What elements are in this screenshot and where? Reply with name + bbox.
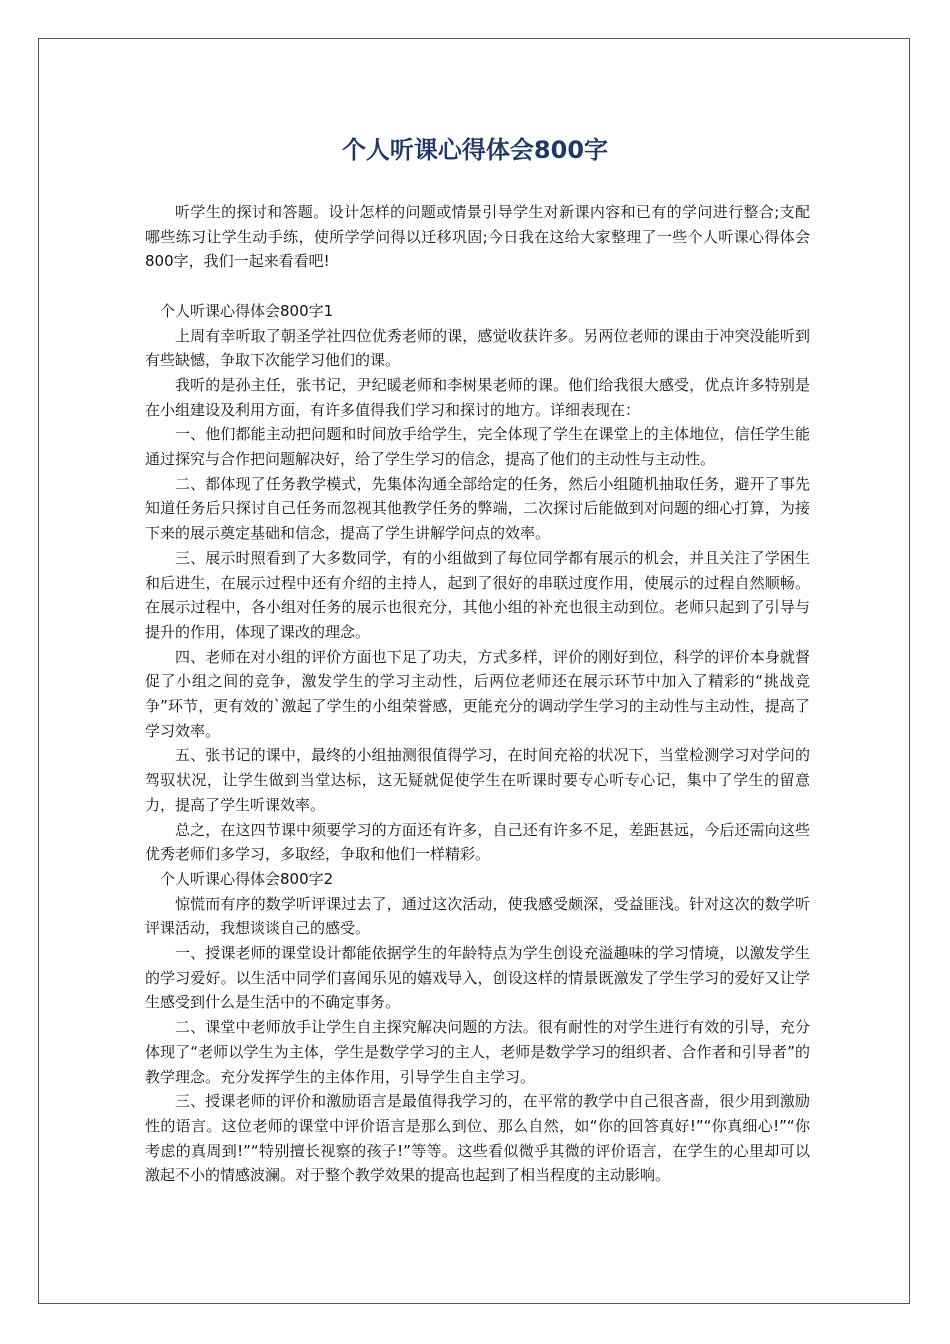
section-2-paragraph: 二、课堂中老师放手让学生自主探究解决问题的方法。很有耐性的对学生进行有效的引导，充分体现了“老师以学生为主体，学生是数学学习的主人，老师是数学学习的组织者、合作者和引导者”的教学理念。充分发挥学生的主体作用，引导学生自主学习。 <box>145 1018 810 1086</box>
section-1-paragraph: 上周有幸听取了朝圣学社四位优秀老师的课，感觉收获许多。另两位老师的课由于冲突没能听到有些缺憾，争取下次能学习他们的课。 <box>145 326 810 370</box>
section-2-paragraph: 三、授课老师的评价和激励语言是最值得我学习的，在平常的教学中自己很吝啬，很少用到激励性的语言。这位老师的课堂中评价语言是那么到位、那么自然，如“你的回答真好!”“你真细心!”“你考虑的真周到!”“特别擅长视察的孩子!”等等。这些看似微乎其微的评价语言，在学生的心里却可以激起不小的情感波澜。对于整个教学效果的提高也起到了相当程度的主动影响。 <box>145 1092 810 1185</box>
section-1-paragraph: 五、张书记的课中，最终的小组抽测很值得学习，在时间充裕的状况下，当堂检测学习对学问的驾驭状况，让学生做到当堂达标，这无疑就促使学生在听课时要专心听专心记，集中了学生的留意力，提高了学生听课效率。 <box>145 746 810 814</box>
section-1-paragraph: 一、他们都能主动把问题和时间放手给学生，完全体现了学生在课堂上的主体地位，信任学生能通过探究与合作把问题解决好，给了学生学习的信念，提高了他们的主动性与主动性。 <box>145 425 810 469</box>
section-2-paragraph: 惊慌而有序的数学听评课过去了，通过这次活动，使我感受颇深，受益匪浅。针对这次的数学听评课活动，我想谈谈自己的感受。 <box>145 894 810 938</box>
document-body <box>145 200 810 1188</box>
section-1-paragraph: 我听的是孙主任，张书记，尹纪暖老师和李树果老师的课。他们给我很大感受，优点许多特别是在小组建设及利用方面，有许多值得我们学习和探讨的地方。详细表现在： <box>145 375 810 419</box>
section-2-heading: 个人听课心得体会800字2 <box>160 869 334 888</box>
intro-paragraph: 听学生的探讨和答题。设计怎样的问题或情景引导学生对新课内容和已有的学问进行整合;支配哪些练习让学生动手练，使所学学问得以迁移巩固;今日我在这给大家整理了一些个人听课心得体会800字，我们一起来看看吧! <box>145 203 810 271</box>
section-1-paragraph: 二、都体现了任务教学模式，先集体沟通全部给定的任务，然后小组随机抽取任务，避开了事先知道任务后只探讨自己任务而忽视其他教学任务的弊端，二次探讨后能做到对问题的细心打算，为接下来的展示奠定基础和信念，提高了学生讲解学问点的效率。 <box>145 474 810 543</box>
section-1-paragraph: 四、老师在对小组的评价方面也下足了功夫，方式多样，评价的刚好到位，科学的评价本身就督促了小组之间的竞争，激发学生的学习主动性，后两位老师还在展示环节中加入了精彩的“挑战竞争”环节，更有效的`激起了学生的小组荣誉感，更能充分的调动学生学习的主动性与主动性，提高了学习效率。 <box>145 647 810 740</box>
page-title: 个人听课心得体会800字 <box>341 136 609 164</box>
section-1-heading: 个人听课心得体会800字1 <box>160 301 334 320</box>
section-1-paragraph: 总之，在这四节课中须要学习的方面还有许多，自己还有许多不足，差距甚远，今后还需向这些优秀老师们多学习，多取经，争取和他们一样精彩。 <box>145 820 810 864</box>
blank-line <box>145 274 810 299</box>
section-2-paragraph: 一、授课老师的课堂设计都能依据学生的年龄特点为学生创设充溢趣味的学习情境，以激发学生的学习爱好。以生活中同学们喜闻乐见的嬉戏导入，创设这样的情景既激发了学生学习的爱好又让学生感受到什么是生活中的不确定事务。 <box>145 944 810 1012</box>
section-1-paragraph: 三、展示时照看到了大多数同学，有的小组做到了每位同学都有展示的机会，并且关注了学困生和后进生，在展示过程中还有介绍的主持人，起到了很好的串联过度作用，使展示的过程自然顺畅。在展示过程中，各小组对任务的展示也很充分，其他小组的补充也很主动到位。老师只起到了引导与提升的作用，体现了课改的理念。 <box>145 548 810 641</box>
